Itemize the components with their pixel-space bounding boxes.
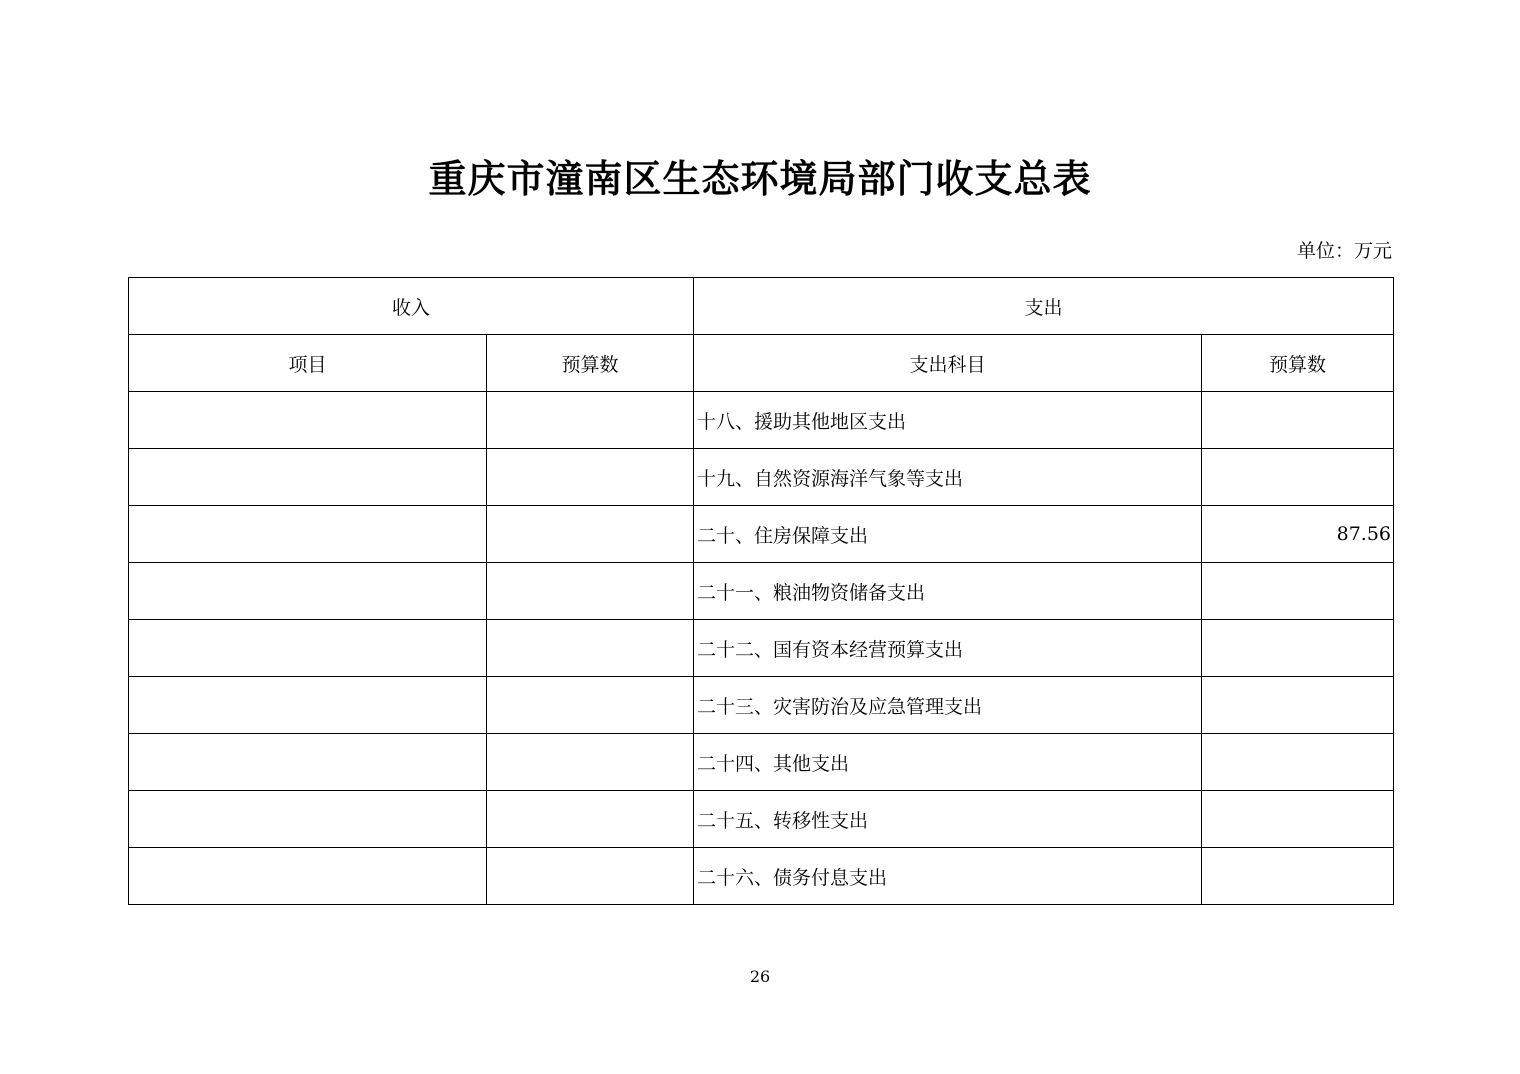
expenditure-subject-cell: 二十四、其他支出 [694, 734, 1202, 791]
table-row [129, 734, 1394, 791]
page-number: 26 [749, 967, 771, 986]
expenditure-budget-header: 预算数 [1202, 335, 1394, 392]
income-budget-cell [487, 563, 694, 620]
income-budget-cell [487, 506, 694, 563]
expenditure-budget-cell [1202, 791, 1394, 848]
income-item-cell [129, 563, 487, 620]
table-row [129, 620, 1394, 677]
income-budget-cell [487, 449, 694, 506]
table-row [129, 677, 1394, 734]
expenditure-subject-header: 支出科目 [694, 335, 1202, 392]
budget-table [128, 277, 1394, 905]
expenditure-group-header: 支出 [694, 278, 1394, 335]
budget-table-body [129, 278, 1394, 905]
group-header-row [129, 278, 1394, 335]
expenditure-subject-cell: 十八、援助其他地区支出 [694, 392, 1202, 449]
page-title: 重庆市潼南区生态环境局部门收支总表 [428, 156, 1092, 201]
income-group-header: 收入 [129, 278, 694, 335]
income-budget-cell [487, 392, 694, 449]
income-budget-cell [487, 848, 694, 905]
income-item-cell [129, 392, 487, 449]
expenditure-budget-cell [1202, 449, 1394, 506]
expenditure-subject-cell: 二十五、转移性支出 [694, 791, 1202, 848]
table-row [129, 791, 1394, 848]
table-row [129, 506, 1394, 563]
expenditure-budget-cell [1202, 734, 1394, 791]
income-budget-cell [487, 620, 694, 677]
table-row [129, 392, 1394, 449]
income-item-cell [129, 848, 487, 905]
income-budget-header: 预算数 [487, 335, 694, 392]
income-budget-cell [487, 791, 694, 848]
expenditure-budget-cell [1202, 563, 1394, 620]
expenditure-budget-cell [1202, 392, 1394, 449]
income-item-cell [129, 677, 487, 734]
column-header-row [129, 335, 1394, 392]
table-row [129, 563, 1394, 620]
income-item-cell [129, 449, 487, 506]
expenditure-budget-cell [1202, 677, 1394, 734]
income-item-cell [129, 791, 487, 848]
income-item-cell [129, 506, 487, 563]
expenditure-budget-cell [1202, 848, 1394, 905]
expenditure-budget-cell [1202, 620, 1394, 677]
unit-label: 单位：万元 [1296, 240, 1392, 262]
income-item-cell [129, 620, 487, 677]
expenditure-subject-cell: 二十六、债务付息支出 [694, 848, 1202, 905]
table-row [129, 848, 1394, 905]
expenditure-budget-cell: 87.56 [1202, 506, 1394, 563]
income-item-header: 项目 [129, 335, 487, 392]
expenditure-subject-cell: 二十二、国有资本经营预算支出 [694, 620, 1202, 677]
table-row [129, 449, 1394, 506]
income-budget-cell [487, 734, 694, 791]
expenditure-subject-cell: 二十一、粮油物资储备支出 [694, 563, 1202, 620]
income-item-cell [129, 734, 487, 791]
income-budget-cell [487, 677, 694, 734]
expenditure-subject-cell: 二十三、灾害防治及应急管理支出 [694, 677, 1202, 734]
expenditure-subject-cell: 十九、自然资源海洋气象等支出 [694, 449, 1202, 506]
expenditure-subject-cell: 二十、住房保障支出 [694, 506, 1202, 563]
